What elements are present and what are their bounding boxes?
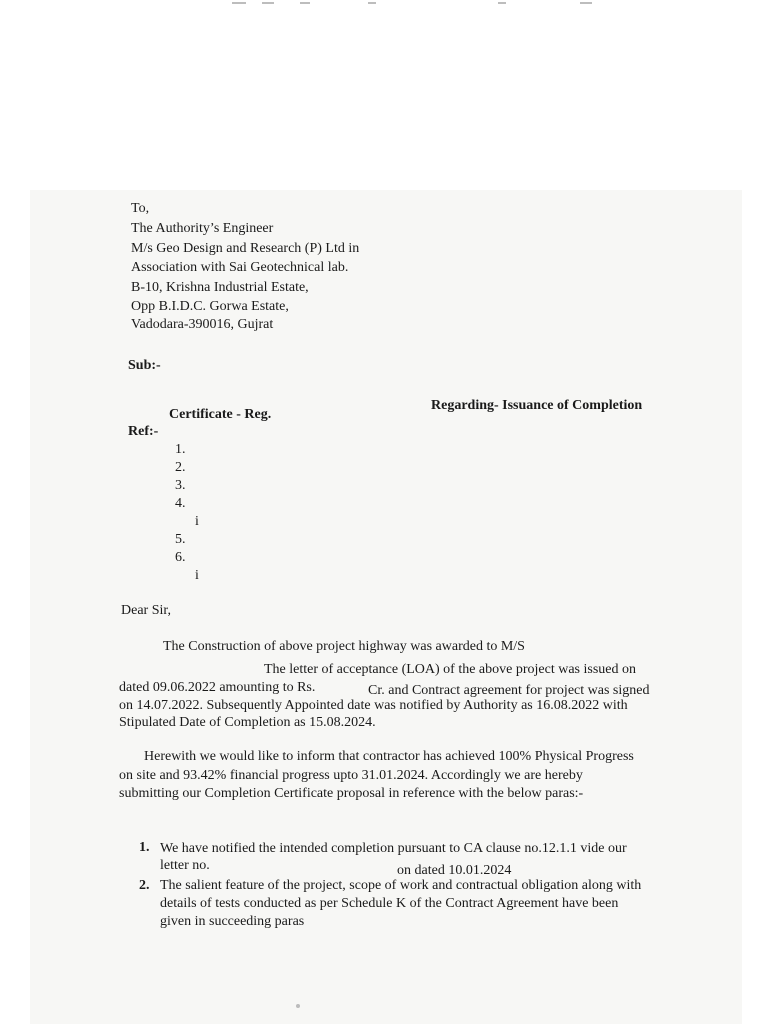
para-line: We have notified the intended completion pursuant to CA clause no.12.1.1 vide our (160, 841, 627, 856)
reference-item-number: 2. (175, 460, 186, 475)
para-line: on dated 10.01.2024 (397, 863, 512, 878)
paragraph-line: Stipulated Date of Completion as 15.08.2024. (119, 715, 376, 730)
reference-item-number: 5. (175, 532, 186, 547)
reference-item-number: 4. (175, 496, 186, 511)
reference-item-number: 3. (175, 478, 186, 493)
subject-text: Regarding- Issuance of Completion (431, 398, 643, 413)
scan-artifact-marks (0, 0, 768, 10)
paragraph-line: The letter of acceptance (LOA) of the above project was issued on (264, 662, 637, 677)
salutation: Dear Sir, (121, 603, 171, 618)
address-line: To, (131, 201, 150, 216)
para-line: details of tests conducted as per Schedule K of the Contract Agreement have been (160, 896, 619, 911)
ref-label: Ref:- (128, 424, 159, 439)
scan-speck (296, 1004, 300, 1008)
address-line: B-10, Krishna Industrial Estate, (131, 280, 309, 295)
paragraph-line: dated 09.06.2022 amounting to Rs. (119, 680, 316, 695)
address-line: The Authority’s Engineer (131, 221, 274, 236)
subject-label: Sub:- (128, 358, 161, 373)
address-line: Vadodara-390016, Gujrat (131, 317, 274, 332)
subject-text-continued: Certificate - Reg. (169, 407, 272, 422)
para-line: The salient feature of the project, scope of work and contractual obligation along with (160, 878, 642, 893)
paragraph-line: Herewith we would like to inform that contractor has achieved 100% Physical Progress (144, 749, 634, 764)
paragraph-line: on 14.07.2022. Subsequently Appointed date was notified by Authority as 16.08.2022 with (119, 698, 628, 713)
address-line: M/s Geo Design and Research (P) Ltd in (131, 241, 360, 256)
para-line: given in succeeding paras (160, 914, 305, 929)
para-number: 1. (139, 840, 150, 855)
paragraph-line: on site and 93.42% financial progress upto 31.01.2024. Accordingly we are hereby (119, 768, 583, 783)
address-line: Opp B.I.D.C. Gorwa Estate, (131, 299, 289, 314)
reference-fragment: i (195, 568, 199, 583)
paragraph-line: The Construction of above project highway was awarded to M/S (163, 639, 525, 654)
address-line: Association with Sai Geotechnical lab. (131, 260, 349, 275)
para-number: 2. (139, 878, 150, 893)
reference-fragment: i (195, 514, 199, 529)
reference-item-number: 1. (175, 442, 186, 457)
paragraph-line: Cr. and Contract agreement for project was signed (368, 683, 650, 698)
reference-item-number: 6. (175, 550, 186, 565)
para-line: letter no. (160, 858, 210, 873)
paragraph-line: submitting our Completion Certificate proposal in reference with the below paras:- (119, 786, 584, 801)
